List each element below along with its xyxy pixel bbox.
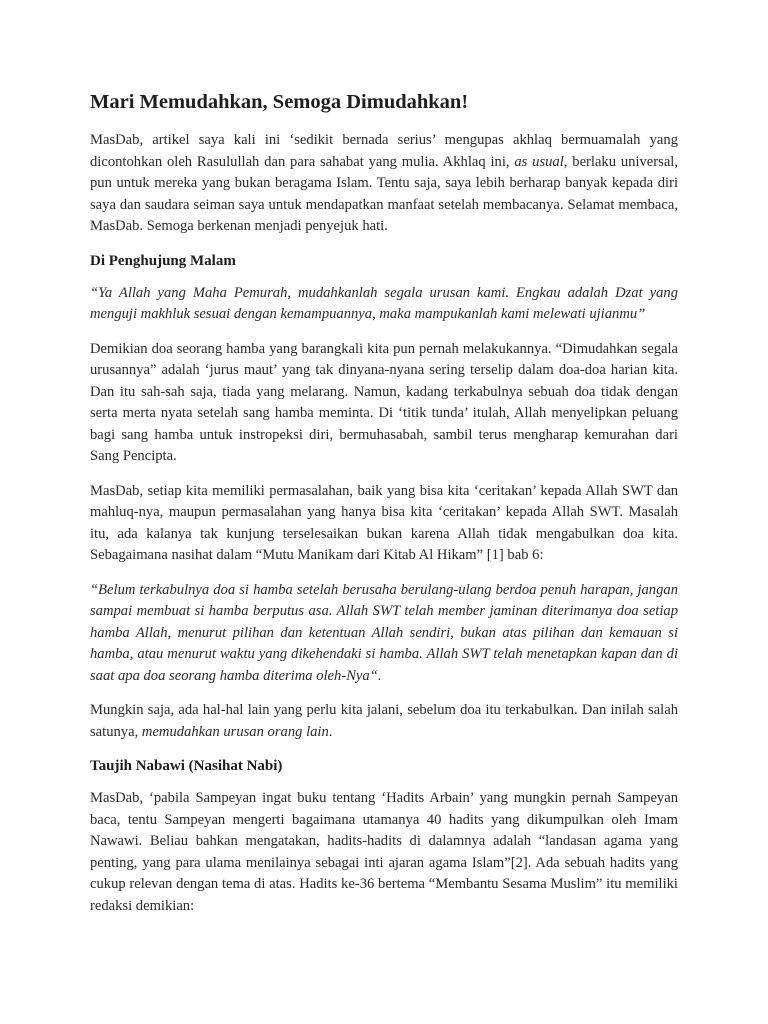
- memudahkan-emphasis: memudahkan urusan orang lain: [141, 723, 329, 740]
- document-page: [90, 88, 678, 930]
- al-hikam-quote: “Belum terkabulnya doa si hamba setelah berusaha berulang-ulang berdoa penuh harapan, jangan sampai membuat si hamba berputus asa. Allah SWT telah member jaminan diterimanya doa setiap hamba Allah, menurut pilihan dan ketentuan Allah sendiri, bukan atas pilihan dan kemauan si hamba, atau menurut waktu yang dikehendaki si hamba. Allah SWT telah menetapkan kapan dan di saat apa doa seorang hamba diterima oleh-Nya“.: [90, 581, 678, 684]
- intro-paragraph: [90, 130, 678, 238]
- body-paragraph-permasalahan: MasDab, setiap kita memiliki permasalahan, baik yang bisa kita ‘ceritakan’ kepada Allah SWT dan mahluq-nya, maupun permasalahan yang hanya bisa kita ‘ceritakan’ kepada Allah SWT. Masalah itu, ada kalanya tak kunjung terselesaikan bukan karena Allah tidak mengabulkan doa kita. Sebagaimana nasihat dalam “Mutu Manikam dari Kitab Al Hikam” [1] bab 6:: [90, 482, 678, 563]
- body-paragraph-hadits-arbain: MasDab, ‘pabila Sampeyan ingat buku tentang ‘Hadits Arbain’ yang mungkin pernah Sampeyan baca, tentu Sampeyan mengerti bagaimana utamanya 40 hadits yang dikumpulkan oleh Imam Nawawi. Beliau bahkan mengatakan, hadits-hadits di dalamnya adalah “landasan agama yang penting, yang para ulama menilainya sebagai inti ajaran agama Islam”[2]. Ada sebuah hadits yang cukup relevan dengan tema di atas. Hadits ke-36 bertema “Membantu Sesama Muslim” itu memiliki redaksi demikian:: [90, 790, 678, 914]
- section-heading-penghujung-malam: Di Penghujung Malam: [90, 252, 236, 269]
- intro-text-part-1: MasDab, artikel saya kali ini ‘sedikit bernada serius’ mengupas akhlaq bermuamalah yang dicontohkan oleh Rasulullah dan para sahabat yang mulia. Akhlaq ini,: [90, 132, 678, 170]
- prayer-quote: “Ya Allah yang Maha Pemurah, mudahkanlah segala urusan kami. Engkau adalah Dzat yang menguji makhluk sesuai dengan kemampuannya, maka mampukanlah kami melewati ujianmu”: [90, 284, 678, 322]
- memudahkan-text-part-2: .: [328, 723, 333, 740]
- body-paragraph-doa: Demikian doa seorang hamba yang barangkali kita pun pernah melakukannya. “Dimudahkan segala urusannya” adalah ‘jurus maut’ yang tak dinyana-nyana sering terselip dalam doa-doa harian kita. Dan itu sah-sah saja, tiada yang melarang. Namun, kadang terkabulnya sebuah doa tidak dengan serta merta nyata setelah sang hamba meminta. Di ‘titik tunda’ itulah, Allah menyelipkan peluang bagi sang hamba untuk instropeksi diri, bermuhasabah, sambil terus mengharap kemurahan dari Sang Pencipta.: [90, 340, 678, 464]
- intro-emphasis: as usual: [514, 153, 564, 170]
- section-heading-taujih-nabawi: Taujih Nabawi (Nasihat Nabi): [90, 758, 283, 774]
- intro-text-part-2: , berlaku universal, pun untuk mereka yang bukan beragama Islam. Tentu saja, saya lebih berharap banyak kepada diri saya dan saudara seiman saya untuk mendapatkan manfaat setelah membacanya. Selamat membaca, MasDab. Semoga berkenan menjadi penyejuk hati.: [90, 153, 678, 234]
- body-paragraph-memudahkan: [90, 700, 678, 743]
- memudahkan-text-part-1: Mungkin saja, ada hal-hal lain yang perlu kita jalani, sebelum doa itu terkabulkan. Dan inilah salah satunya,: [90, 702, 678, 740]
- article-title: Mari Memudahkan, Semoga Dimudahkan!: [90, 91, 469, 113]
